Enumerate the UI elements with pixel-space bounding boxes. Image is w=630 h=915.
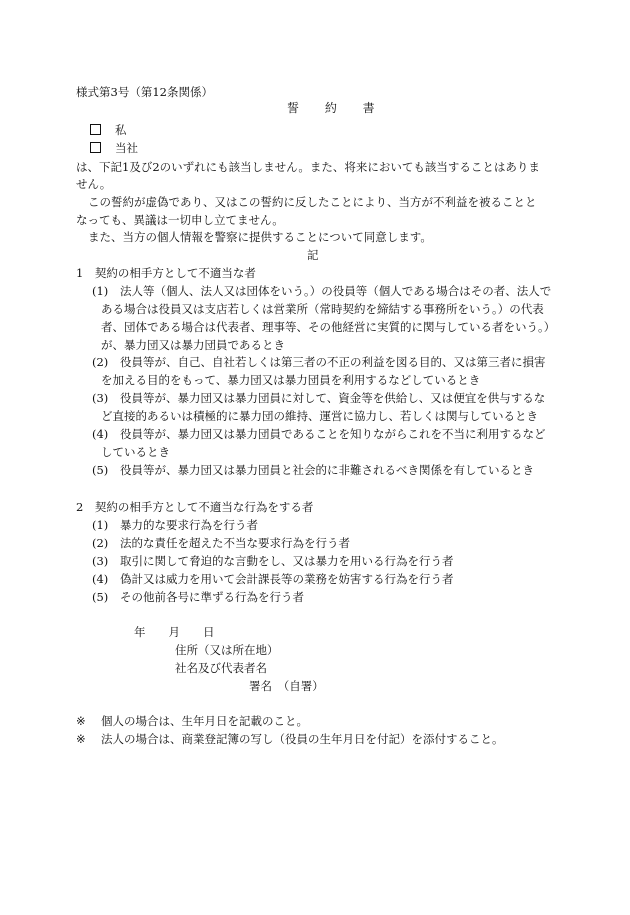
section-2-item-text: 法的な責任を超えた不当な要求行為を行う者 xyxy=(120,536,350,550)
section-1-item-number: (3) xyxy=(92,391,109,405)
date-field[interactable]: 年 月 日 xyxy=(134,625,215,639)
section-1-heading: 1 契約の相手方として不適当な者 xyxy=(76,266,256,280)
option-label: 私 xyxy=(115,123,127,137)
section-1-item-text: しているとき xyxy=(101,445,170,459)
section-1-item-text: を加える目的をもって、暴力団又は暴力団員を利用するなどしているとき xyxy=(101,373,481,387)
section-2-item-number: (2) xyxy=(92,536,109,550)
signature-field[interactable]: 署名 （自署） xyxy=(249,679,324,693)
section-1-item-text: 役員等が、暴力団又は暴力団員に対して、資金等を供給し、又は便宜を供与するな xyxy=(120,391,546,405)
section-1-item-text: 役員等が、暴力団又は暴力団員であることを知りながらこれを不当に利用するなど xyxy=(120,427,546,441)
ki-heading: 記 xyxy=(307,248,319,262)
section-1-item-text: 者、団体である場合は代表者、理事等、その他経営に実質的に関与している者をいう。） xyxy=(101,320,556,334)
section-2-item-number: (1) xyxy=(92,518,109,532)
option-watashi[interactable] xyxy=(90,123,127,137)
section-2-item-number: (4) xyxy=(92,572,109,586)
section-1-item-text: ど直接的あるいは積極的に暴力団の維持、運営に協力し、若しくは関与しているとき xyxy=(101,409,538,423)
section-2-item-text: その他前各号に準ずる行為を行う者 xyxy=(120,590,304,604)
section-2-item-number: (5) xyxy=(92,590,109,604)
company-name-field[interactable]: 社名及び代表者名 xyxy=(175,661,267,675)
note-mark: ※ xyxy=(76,714,86,728)
pledge-text: せん。 xyxy=(76,177,112,191)
note-mark: ※ xyxy=(76,732,86,746)
note-text: 個人の場合は、生年月日を記載のこと。 xyxy=(101,714,308,728)
section-1-item-text: 役員等が、暴力団又は暴力団員と社会的に非難されるべき関係を有しているとき xyxy=(120,463,534,477)
section-2-item-text: 偽計又は威力を用いて会計課長等の業務を妨害する行為を行う者 xyxy=(120,572,454,586)
pledge-text: は、下記1及び2のいずれにも該当しません。また、将来においても該当することはありま xyxy=(76,160,540,174)
section-2-heading: 2 契約の相手方として不適当な行為をする者 xyxy=(76,500,314,514)
form-number: 様式第3号（第12条関係） xyxy=(76,85,213,99)
section-1-item-text: 法人等（個人、法人又は団体をいう。）の役員等（個人である場合はその者、法人で xyxy=(120,284,552,298)
false-statement-text: この誓約が虚偽であり、又はこの誓約に反したことにより、当方が不利益を被ることと xyxy=(88,195,537,209)
checkbox-icon[interactable] xyxy=(90,142,101,153)
section-1-item-text: 役員等が、自己、自社若しくは第三者の不正の利益を図る目的、又は第三者に損害 xyxy=(120,355,546,369)
section-1-item-number: (2) xyxy=(92,355,109,369)
consent-text: また、当方の個人情報を警察に提供することについて同意します。 xyxy=(88,230,432,244)
section-2-item-text: 取引に関して脅迫的な言動をし、又は暴力を用いる行為を行う者 xyxy=(120,554,454,568)
section-2-item-number: (3) xyxy=(92,554,109,568)
document-title: 誓 約 書 xyxy=(287,101,386,115)
note-text: 法人の場合は、商業登記簿の写し（役員の生年月日を付記）を添付すること。 xyxy=(101,732,504,746)
option-tousha[interactable] xyxy=(90,141,138,155)
address-field[interactable]: 住所（又は所在地） xyxy=(175,643,279,657)
section-2-item-text: 暴力的な要求行為を行う者 xyxy=(120,518,258,532)
section-1-item-text: ある場合は役員又は支店若しくは営業所（常時契約を締結する事務所をいう。）の代表 xyxy=(101,302,544,316)
false-statement-text: なっても、異議は一切申し立てません。 xyxy=(76,213,284,227)
checkbox-icon[interactable] xyxy=(90,124,101,135)
section-1-item-number: (1) xyxy=(92,284,109,298)
section-1-item-number: (4) xyxy=(92,427,109,441)
section-1-item-number: (5) xyxy=(92,463,109,477)
option-label: 当社 xyxy=(115,141,138,155)
section-1-item-text: が、暴力団又は暴力団員であるとき xyxy=(101,338,285,352)
